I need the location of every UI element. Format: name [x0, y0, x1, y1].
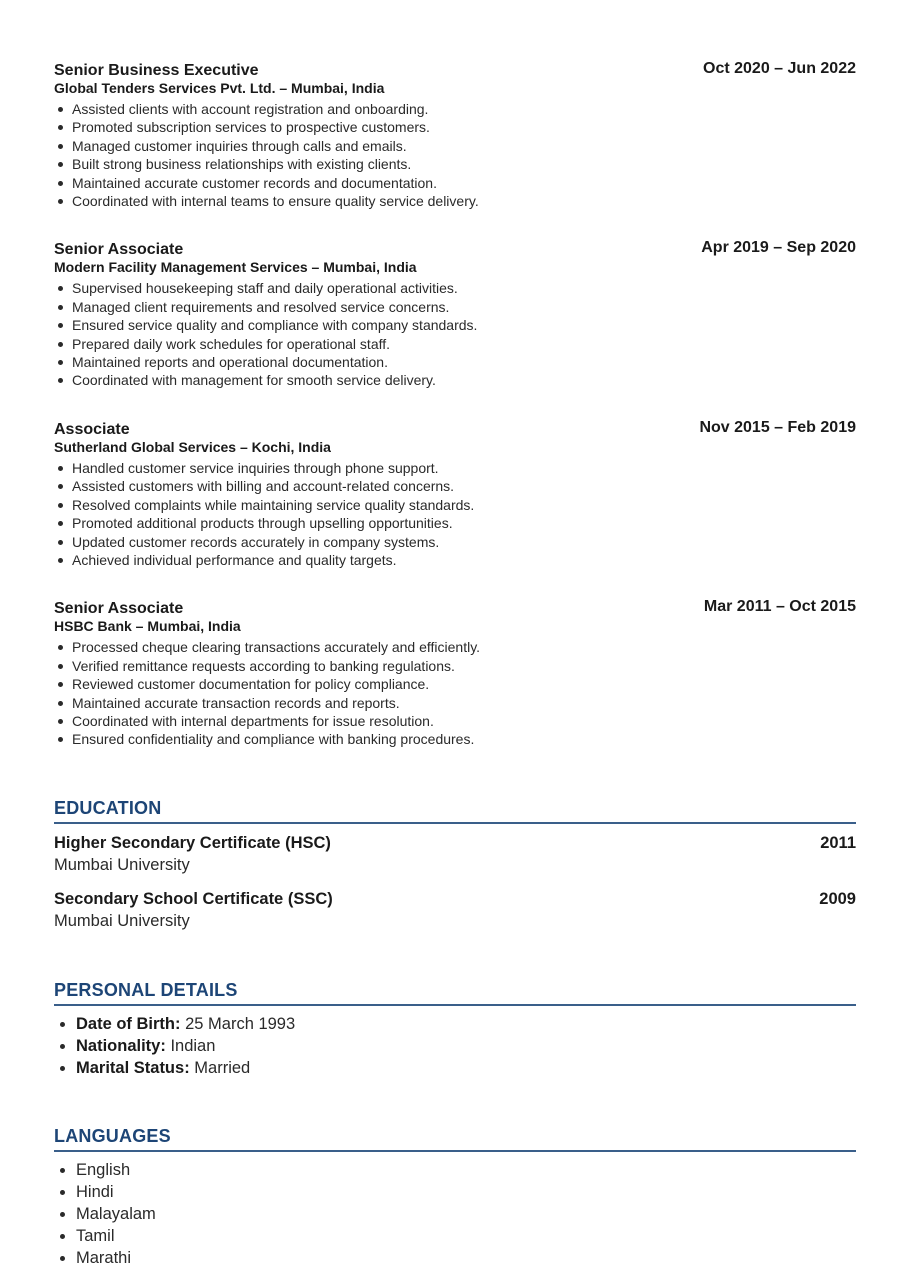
job-title: Senior Associate	[54, 600, 184, 618]
job-bullet: Handled customer service inquiries through phone support.	[72, 459, 856, 477]
job-bullets	[54, 100, 856, 210]
job-dates: Apr 2019 – Sep 2020	[701, 239, 856, 257]
education-section	[54, 797, 856, 933]
job-bullet: Ensured service quality and compliance with company standards.	[72, 316, 856, 334]
job-bullet: Managed client requirements and resolved service concerns.	[72, 298, 856, 316]
personal-details-heading: PERSONAL DETAILS	[54, 979, 856, 1006]
education-school: Mumbai University	[54, 855, 190, 874]
job-title: Senior Business Executive	[54, 62, 259, 79]
job-bullet: Maintained reports and operational documentation.	[72, 353, 856, 371]
personal-detail-item	[76, 1057, 856, 1079]
language-item: Hindi	[76, 1181, 856, 1203]
education-title: Secondary School Certificate (SSC)	[54, 889, 333, 908]
job-dates: Nov 2015 – Feb 2019	[699, 418, 856, 436]
job-title: Senior Associate	[54, 241, 184, 259]
job-company: Sutherland Global Services – Kochi, India	[54, 438, 331, 455]
personal-detail-value: Married	[194, 1058, 251, 1077]
job-bullet: Managed customer inquiries through calls and emails.	[72, 137, 856, 155]
personal-detail-value: 25 March 1993	[185, 1014, 296, 1033]
job-bullet: Promoted additional products through upselling opportunities.	[72, 514, 856, 532]
personal-details-list	[54, 1013, 856, 1079]
experience-section	[54, 0, 856, 749]
language-item: English	[76, 1159, 856, 1181]
job-entry	[54, 420, 856, 569]
job-title: Associate	[54, 420, 130, 438]
education-school: Mumbai University	[54, 911, 190, 930]
job-header	[54, 599, 856, 618]
job-bullet: Reviewed customer documentation for policy compliance.	[72, 675, 856, 693]
education-entry	[54, 833, 856, 877]
job-bullet: Assisted customers with billing and account-related concerns.	[72, 477, 856, 495]
job-bullet: Built strong business relationships with existing clients.	[72, 155, 856, 173]
job-bullet: Coordinated with internal teams to ensure quality service delivery.	[72, 192, 856, 210]
job-entry	[54, 61, 856, 210]
education-header	[54, 833, 856, 854]
job-bullet: Ensured confidentiality and compliance with banking procedures.	[72, 730, 856, 748]
education-heading: EDUCATION	[54, 797, 856, 824]
job-bullet: Resolved complaints while maintaining service quality standards.	[72, 496, 856, 514]
job-header	[54, 61, 856, 80]
job-header	[54, 420, 856, 439]
personal-detail-label: Date of Birth:	[76, 1014, 181, 1033]
personal-detail-label: Nationality:	[76, 1036, 166, 1055]
job-bullet: Prepared daily work schedules for operational staff.	[72, 335, 856, 353]
personal-details-section	[54, 979, 856, 1079]
job-header	[54, 240, 856, 259]
job-company: Global Tenders Services Pvt. Ltd. – Mumbai, India	[54, 80, 385, 96]
education-title: Higher Secondary Certificate (HSC)	[54, 833, 331, 852]
personal-detail-item	[76, 1035, 856, 1057]
job-dates: Mar 2011 – Oct 2015	[703, 598, 856, 616]
personal-detail-value: Indian	[170, 1036, 216, 1055]
job-entry	[54, 240, 856, 389]
language-item: Marathi	[76, 1247, 856, 1269]
job-bullet: Promoted subscription services to prospective customers.	[72, 118, 856, 136]
job-bullet: Maintained accurate transaction records and reports.	[72, 694, 856, 712]
job-bullet: Coordinated with internal departments for issue resolution.	[72, 712, 856, 730]
job-company: Modern Facility Management Services – Mumbai, India	[54, 259, 417, 276]
language-item: Malayalam	[76, 1203, 856, 1225]
job-entry	[54, 599, 856, 748]
job-bullet: Verified remittance requests according to banking regulations.	[72, 657, 856, 675]
job-dates: Oct 2020 – Jun 2022	[703, 60, 856, 77]
job-bullet: Supervised housekeeping staff and daily operational activities.	[72, 279, 856, 297]
education-year: 2009	[819, 889, 856, 908]
job-bullets	[54, 279, 856, 389]
language-item: Tamil	[76, 1225, 856, 1247]
languages-section	[54, 1125, 856, 1269]
personal-detail-label: Marital Status:	[76, 1058, 190, 1077]
job-bullet: Assisted clients with account registration and onboarding.	[72, 100, 856, 118]
education-year: 2011	[820, 833, 856, 852]
personal-detail-item	[76, 1013, 856, 1035]
job-bullet: Achieved individual performance and quality targets.	[72, 551, 856, 569]
job-bullet: Coordinated with management for smooth service delivery.	[72, 371, 856, 389]
languages-list	[54, 1159, 856, 1269]
job-bullet: Processed cheque clearing transactions accurately and efficiently.	[72, 638, 856, 656]
education-header	[54, 889, 856, 910]
languages-heading: LANGUAGES	[54, 1125, 856, 1152]
job-bullets	[54, 459, 856, 569]
job-bullets	[54, 638, 856, 748]
education-entry	[54, 889, 856, 933]
job-company: HSBC Bank – Mumbai, India	[54, 618, 241, 635]
job-bullet: Updated customer records accurately in company systems.	[72, 533, 856, 551]
job-bullet: Maintained accurate customer records and documentation.	[72, 174, 856, 192]
